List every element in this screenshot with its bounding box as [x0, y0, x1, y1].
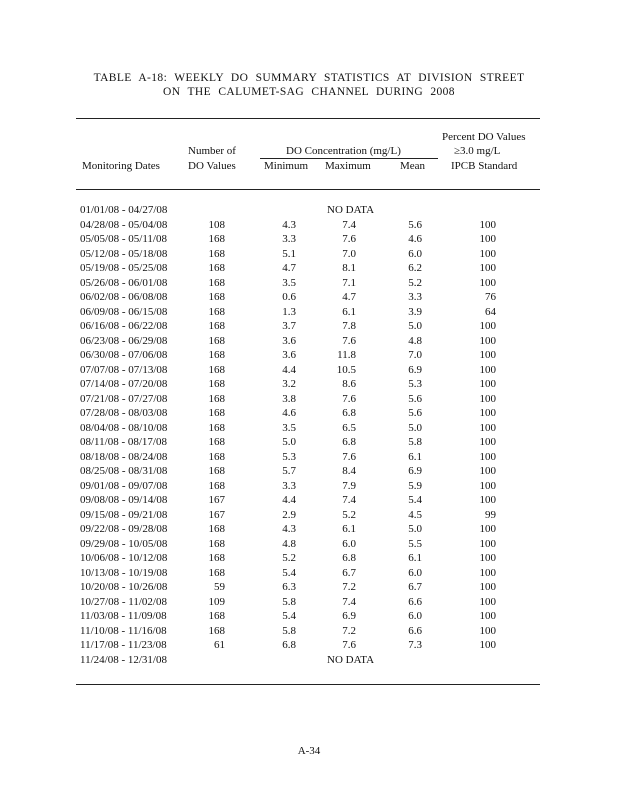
row-percent-meeting-standard: 100	[479, 378, 496, 390]
row-maximum: 7.4	[342, 494, 356, 506]
row-mean: 5.4	[408, 494, 422, 506]
row-minimum: 5.8	[282, 624, 296, 637]
row-mean: 5.6	[408, 407, 422, 419]
row-dates: 09/01/08 - 09/07/08	[80, 479, 168, 492]
row-dates: 08/04/08 - 08/10/08	[80, 421, 168, 434]
row-dates: 06/16/08 - 06/22/08	[80, 320, 168, 332]
row-percent-meeting-standard: 100	[479, 450, 496, 463]
row-dates: 09/29/08 - 10/05/08	[80, 537, 168, 550]
maximum-header: Maximum	[325, 160, 371, 172]
percent-header-line-3: IPCB Standard	[451, 160, 518, 172]
row-number-of-values: 168	[208, 392, 225, 405]
row-number-of-values: 168	[208, 233, 225, 245]
row-percent-meeting-standard: 100	[479, 334, 496, 347]
table-row	[0, 451, 618, 466]
row-dates: 08/18/08 - 08/24/08	[80, 450, 168, 463]
row-minimum: 3.5	[282, 276, 296, 289]
row-maximum: 7.4	[342, 218, 356, 231]
row-mean: 4.5	[408, 508, 422, 521]
row-maximum: 11.8	[337, 349, 356, 361]
row-number-of-values: 168	[208, 407, 225, 419]
row-number-of-values: 168	[208, 305, 225, 318]
row-dates: 11/03/08 - 11/09/08	[80, 610, 167, 622]
row-dates: 06/30/08 - 07/06/08	[80, 349, 168, 361]
row-mean: 5.5	[408, 537, 422, 550]
row-mean: 6.9	[408, 363, 422, 376]
row-dates: 09/08/08 - 09/14/08	[80, 494, 168, 506]
row-minimum: 4.6	[282, 407, 296, 419]
row-minimum: 6.8	[282, 639, 296, 651]
table-row	[0, 335, 618, 350]
row-percent-meeting-standard: 100	[479, 349, 496, 361]
row-percent-meeting-standard: 100	[479, 320, 496, 332]
row-percent-meeting-standard: 100	[479, 494, 496, 506]
row-maximum: 10.5	[336, 363, 356, 376]
row-mean: 7.0	[408, 349, 422, 361]
row-mean: 6.1	[408, 450, 422, 463]
row-number-of-values: 168	[208, 291, 225, 303]
row-maximum: 8.6	[342, 378, 356, 390]
row-mean: 5.8	[408, 436, 422, 448]
row-mean: 6.6	[408, 624, 422, 637]
row-maximum: 7.0	[342, 247, 356, 260]
row-percent-meeting-standard: 100	[479, 537, 496, 550]
row-number-of-values: 168	[208, 349, 225, 361]
page-number: A-34	[297, 745, 321, 757]
row-mean: 6.9	[408, 465, 422, 477]
row-minimum: 3.6	[282, 334, 296, 347]
percent-header-line-2: ≥3.0 mg/L	[454, 145, 501, 157]
row-dates: 06/09/08 - 06/15/08	[80, 305, 168, 318]
row-dates: 09/15/08 - 09/21/08	[80, 508, 168, 521]
concentration-group-underline	[260, 158, 438, 159]
row-dates: 06/02/08 - 06/08/08	[80, 291, 168, 303]
row-minimum: 5.0	[282, 436, 296, 448]
row-percent-meeting-standard: 64	[485, 305, 496, 318]
table-row	[0, 219, 618, 234]
row-maximum: 6.1	[342, 523, 356, 535]
table-row	[0, 654, 618, 669]
row-number-of-values: 168	[208, 436, 225, 448]
row-percent-meeting-standard: 100	[479, 247, 496, 260]
row-mean: 3.3	[408, 291, 422, 303]
table-row	[0, 306, 618, 321]
header-bottom-rule	[76, 189, 540, 190]
table-row	[0, 552, 618, 567]
row-number-of-values: 168	[208, 247, 225, 260]
row-dates: 10/13/08 - 10/19/08	[80, 566, 168, 579]
row-percent-meeting-standard: 100	[479, 407, 496, 419]
table-row	[0, 393, 618, 408]
row-dates: 05/19/08 - 05/25/08	[80, 262, 168, 274]
row-number-of-values: 168	[208, 610, 225, 622]
row-maximum: 6.1	[342, 305, 356, 318]
number-header-line-2: DO Values	[188, 160, 236, 172]
row-no-data: NO DATA	[327, 204, 375, 216]
row-mean: 6.7	[408, 581, 422, 593]
row-mean: 3.9	[408, 305, 422, 318]
row-percent-meeting-standard: 100	[479, 392, 496, 405]
row-maximum: 6.5	[342, 421, 356, 434]
table-row	[0, 596, 618, 611]
row-percent-meeting-standard: 100	[479, 363, 496, 376]
table-row	[0, 378, 618, 393]
row-minimum: 3.5	[282, 421, 296, 434]
row-dates: 08/25/08 - 08/31/08	[80, 465, 168, 477]
table-row	[0, 567, 618, 582]
row-number-of-values: 59	[214, 581, 225, 593]
row-minimum: 3.2	[282, 378, 296, 390]
row-maximum: 7.9	[342, 479, 356, 492]
table-row	[0, 320, 618, 335]
row-dates: 10/06/08 - 10/12/08	[80, 552, 168, 564]
table-row	[0, 291, 618, 306]
row-minimum: 1.3	[282, 305, 296, 318]
row-percent-meeting-standard: 100	[479, 436, 496, 448]
row-maximum: 6.9	[342, 610, 356, 622]
table-title-line-2: ON THE CALUMET-SAG CHANNEL DURING 2008	[163, 86, 455, 98]
row-dates: 06/23/08 - 06/29/08	[80, 334, 168, 347]
table-row	[0, 422, 618, 437]
percent-header-line-1: Percent DO Values	[442, 131, 526, 143]
row-minimum: 4.4	[282, 363, 296, 376]
row-dates: 05/05/08 - 05/11/08	[80, 233, 167, 245]
row-maximum: 7.4	[342, 595, 356, 608]
row-maximum: 7.6	[342, 334, 356, 347]
row-number-of-values: 168	[208, 450, 225, 463]
row-mean: 6.2	[408, 262, 422, 274]
monitoring-dates-header: Monitoring Dates	[82, 160, 160, 172]
table-title-line-1: TABLE A-18: WEEKLY DO SUMMARY STATISTICS AT DIVISION STREET	[93, 72, 525, 84]
row-number-of-values: 108	[208, 218, 225, 231]
row-maximum: 7.1	[342, 276, 356, 289]
table-row	[0, 248, 618, 263]
row-dates: 10/20/08 - 10/26/08	[80, 581, 168, 593]
row-dates: 07/14/08 - 07/20/08	[80, 378, 168, 390]
row-number-of-values: 168	[208, 320, 225, 332]
row-number-of-values: 61	[214, 639, 225, 651]
row-mean: 5.2	[408, 276, 422, 289]
mean-header: Mean	[400, 160, 426, 172]
row-dates: 10/27/08 - 11/02/08	[80, 595, 167, 608]
row-percent-meeting-standard: 100	[479, 218, 496, 231]
table-row	[0, 523, 618, 538]
table-row	[0, 639, 618, 654]
row-minimum: 2.9	[282, 508, 296, 521]
row-maximum: 7.2	[342, 581, 356, 593]
row-maximum: 4.7	[342, 291, 356, 303]
row-mean: 5.0	[408, 320, 422, 332]
row-dates: 11/10/08 - 11/16/08	[80, 624, 167, 637]
row-dates: 07/07/08 - 07/13/08	[80, 363, 168, 376]
row-maximum: 6.8	[342, 552, 356, 564]
row-minimum: 3.8	[282, 392, 296, 405]
number-header-line-1: Number of	[188, 145, 236, 157]
row-minimum: 0.6	[282, 291, 296, 303]
row-mean: 6.6	[408, 595, 422, 608]
row-percent-meeting-standard: 99	[485, 508, 496, 521]
row-minimum: 4.3	[282, 218, 296, 231]
row-number-of-values: 168	[208, 537, 225, 550]
table-row	[0, 480, 618, 495]
row-percent-meeting-standard: 100	[479, 276, 496, 289]
row-percent-meeting-standard: 100	[479, 233, 496, 245]
row-minimum: 3.7	[282, 320, 296, 332]
row-dates: 05/26/08 - 06/01/08	[80, 276, 168, 289]
row-percent-meeting-standard: 100	[479, 523, 496, 535]
row-mean: 5.0	[408, 523, 422, 535]
row-mean: 7.3	[408, 639, 422, 651]
row-maximum: 7.6	[342, 450, 356, 463]
row-minimum: 5.1	[282, 247, 296, 260]
row-maximum: 7.6	[342, 233, 356, 245]
row-percent-meeting-standard: 100	[479, 639, 496, 651]
row-percent-meeting-standard: 100	[479, 479, 496, 492]
header-top-rule	[76, 118, 540, 119]
row-number-of-values: 168	[208, 566, 225, 579]
row-mean: 6.0	[408, 247, 422, 260]
row-dates: 01/01/08 - 04/27/08	[80, 204, 168, 216]
row-dates: 05/12/08 - 05/18/08	[80, 247, 168, 260]
row-maximum: 8.4	[342, 465, 356, 477]
row-minimum: 3.3	[282, 233, 296, 245]
row-mean: 4.6	[408, 233, 422, 245]
row-minimum: 5.4	[282, 566, 296, 579]
row-maximum: 6.8	[342, 407, 356, 419]
row-minimum: 4.3	[282, 523, 296, 535]
row-percent-meeting-standard: 100	[479, 262, 496, 274]
table-row	[0, 581, 618, 596]
row-minimum: 4.8	[282, 537, 296, 550]
row-mean: 6.0	[408, 610, 422, 622]
row-percent-meeting-standard: 76	[485, 291, 496, 303]
row-number-of-values: 168	[208, 363, 225, 376]
row-minimum: 3.6	[282, 349, 296, 361]
concentration-group-header: DO Concentration (mg/L)	[286, 145, 401, 157]
row-percent-meeting-standard: 100	[479, 566, 496, 579]
row-maximum: 7.6	[342, 639, 356, 651]
row-number-of-values: 167	[208, 508, 225, 521]
row-mean: 5.6	[408, 218, 422, 231]
row-minimum: 5.3	[282, 450, 296, 463]
row-minimum: 5.8	[282, 595, 296, 608]
row-percent-meeting-standard: 100	[479, 610, 496, 622]
row-mean: 6.0	[408, 566, 422, 579]
table-row	[0, 262, 618, 277]
row-percent-meeting-standard: 100	[479, 552, 496, 564]
row-dates: 07/21/08 - 07/27/08	[80, 392, 168, 405]
row-minimum: 3.3	[282, 479, 296, 492]
row-maximum: 6.7	[342, 566, 356, 579]
row-minimum: 5.4	[282, 610, 296, 622]
row-maximum: 8.1	[342, 262, 356, 274]
row-mean: 5.6	[408, 392, 422, 405]
row-dates: 04/28/08 - 05/04/08	[80, 218, 168, 231]
table-row	[0, 407, 618, 422]
row-dates: 07/28/08 - 08/03/08	[80, 407, 168, 419]
row-percent-meeting-standard: 100	[479, 581, 496, 593]
row-number-of-values: 168	[208, 421, 225, 434]
table-row	[0, 233, 618, 248]
row-mean: 4.8	[408, 334, 422, 347]
table-row	[0, 625, 618, 640]
row-percent-meeting-standard: 100	[479, 421, 496, 434]
table-row	[0, 465, 618, 480]
table-row	[0, 509, 618, 524]
row-number-of-values: 168	[208, 262, 225, 274]
table-bottom-rule	[76, 684, 540, 685]
row-no-data: NO DATA	[327, 653, 375, 666]
row-percent-meeting-standard: 100	[479, 624, 496, 637]
row-percent-meeting-standard: 100	[479, 465, 496, 477]
row-minimum: 4.7	[282, 262, 296, 274]
row-percent-meeting-standard: 100	[479, 595, 496, 608]
row-minimum: 6.3	[282, 581, 296, 593]
row-number-of-values: 168	[208, 552, 225, 564]
row-minimum: 5.7	[282, 465, 296, 477]
row-maximum: 7.6	[342, 392, 356, 405]
row-mean: 5.3	[408, 378, 422, 390]
row-number-of-values: 109	[208, 595, 225, 608]
row-mean: 6.1	[408, 552, 422, 564]
row-dates: 08/11/08 - 08/17/08	[80, 436, 167, 448]
row-mean: 5.0	[408, 421, 422, 434]
row-number-of-values: 168	[208, 624, 225, 637]
table-row	[0, 277, 618, 292]
row-minimum: 5.2	[282, 552, 296, 564]
row-dates: 11/24/08 - 12/31/08	[80, 653, 167, 666]
row-number-of-values: 168	[208, 276, 225, 289]
row-number-of-values: 168	[208, 523, 225, 535]
row-minimum: 4.4	[282, 494, 296, 506]
row-maximum: 5.2	[342, 508, 356, 521]
row-maximum: 6.8	[342, 436, 356, 448]
row-mean: 5.9	[408, 479, 422, 492]
table-row	[0, 610, 618, 625]
table-row	[0, 494, 618, 509]
row-number-of-values: 167	[208, 494, 225, 506]
minimum-header: Minimum	[264, 160, 309, 172]
table-row	[0, 436, 618, 451]
row-maximum: 7.2	[342, 624, 356, 637]
row-number-of-values: 168	[208, 378, 225, 390]
table-row	[0, 349, 618, 364]
row-dates: 11/17/08 - 11/23/08	[80, 639, 167, 651]
row-dates: 09/22/08 - 09/28/08	[80, 523, 168, 535]
table-row	[0, 538, 618, 553]
row-number-of-values: 168	[208, 479, 225, 492]
row-maximum: 7.8	[342, 320, 356, 332]
table-row	[0, 204, 618, 219]
row-number-of-values: 168	[208, 465, 225, 477]
row-maximum: 6.0	[342, 537, 356, 550]
row-number-of-values: 168	[208, 334, 225, 347]
table-row	[0, 364, 618, 379]
